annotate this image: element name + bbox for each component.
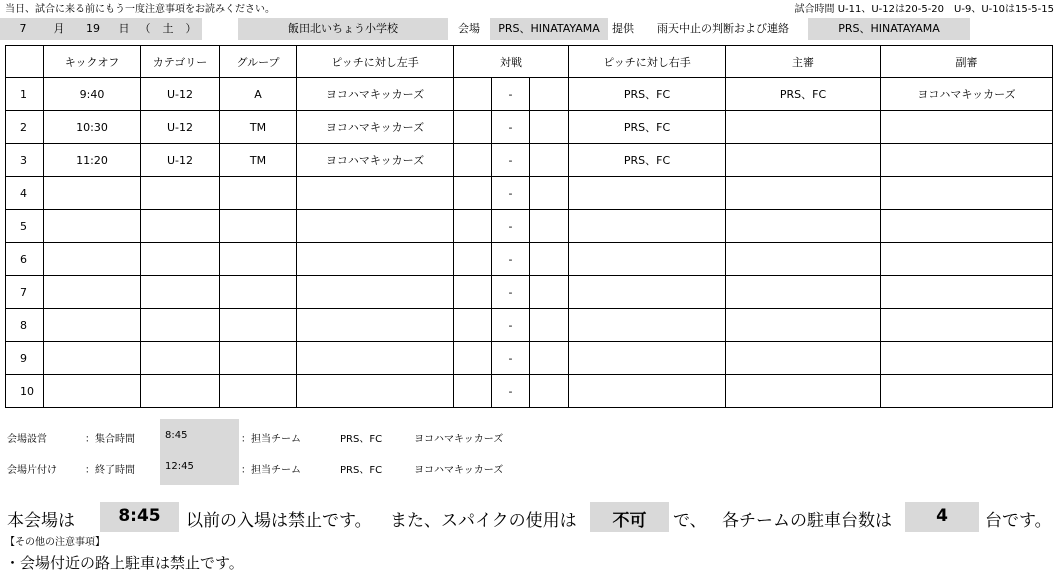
kickoff-cell: 11:20: [44, 144, 141, 177]
assistant-cell: [881, 111, 1053, 144]
vs-cell: -: [492, 375, 530, 408]
referee-cell: [726, 243, 881, 276]
match-right-blank: [530, 243, 569, 276]
left-team-cell: [297, 177, 454, 210]
rule-entry-time: 8:45: [118, 506, 161, 526]
right-team-cell: PRS、FC: [569, 78, 726, 111]
referee-cell: [726, 177, 881, 210]
time-highlight: [160, 419, 239, 485]
category-cell: [141, 177, 220, 210]
row-number: 2: [6, 111, 44, 144]
rule-venue-prefix: 本会場は: [7, 511, 75, 531]
cleanup-team-2: ヨコハマキッカーズ: [414, 465, 504, 476]
left-team-cell: ヨコハマキッカーズ: [297, 78, 454, 111]
match-time-note: 試合時間 U-11、U-12は20-5-20 U-9、U-10は15-5-15: [794, 4, 1054, 15]
vs-cell: -: [492, 177, 530, 210]
row-number: 8: [6, 309, 44, 342]
right-team-cell: PRS、FC: [569, 111, 726, 144]
right-team-cell: [569, 309, 726, 342]
month-value: 7: [0, 18, 46, 40]
assistant-cell: [881, 177, 1053, 210]
match-left-blank: [454, 111, 492, 144]
cleanup-label: 会場片付け: [7, 465, 57, 476]
col-header-referee: 主審: [726, 46, 881, 78]
match-right-blank: [530, 276, 569, 309]
provider-label: 提供: [612, 22, 634, 35]
referee-cell: [726, 309, 881, 342]
col-header-no: [6, 46, 44, 78]
match-left-blank: [454, 243, 492, 276]
category-cell: U-12: [141, 144, 220, 177]
category-cell: [141, 210, 220, 243]
cleanup-time-label: ：終了時間: [85, 465, 135, 476]
table-row: [6, 375, 1053, 408]
paren-open: （: [134, 18, 156, 40]
category-cell: [141, 309, 220, 342]
assistant-cell: [881, 375, 1053, 408]
kickoff-cell: 9:40: [44, 78, 141, 111]
day-value: 19: [72, 18, 114, 40]
match-right-blank: [530, 177, 569, 210]
other-notes-heading: 【その他の注意事項】: [5, 537, 105, 548]
row-number: 10: [6, 375, 44, 408]
kickoff-cell: [44, 375, 141, 408]
kickoff-cell: [44, 309, 141, 342]
referee-cell: [726, 210, 881, 243]
vs-cell: -: [492, 276, 530, 309]
cleanup-time: 12:45: [165, 461, 194, 472]
rain-contact: PRS、HINATAYAMA: [808, 18, 970, 40]
assistant-cell: [881, 276, 1053, 309]
kickoff-cell: [44, 210, 141, 243]
match-right-blank: [530, 144, 569, 177]
col-header-assistant: 副審: [881, 46, 1053, 78]
table-row: [6, 342, 1053, 375]
row-number: 6: [6, 243, 44, 276]
right-team-cell: [569, 276, 726, 309]
cleanup-team-label: ：担当チーム: [241, 465, 301, 476]
left-team-cell: [297, 276, 454, 309]
group-cell: [220, 375, 297, 408]
table-row: [6, 177, 1053, 210]
kickoff-cell: [44, 276, 141, 309]
col-header-match: 対戦: [454, 46, 569, 78]
category-cell: U-12: [141, 111, 220, 144]
left-team-cell: [297, 309, 454, 342]
setup-team-1: PRS、FC: [340, 434, 383, 445]
rule-spike-suffix: で、: [673, 511, 707, 531]
venue-label: 会場: [458, 22, 480, 35]
match-right-blank: [530, 78, 569, 111]
table-row: [6, 309, 1053, 342]
right-team-cell: PRS、FC: [569, 144, 726, 177]
match-right-blank: [530, 375, 569, 408]
rain-label: 雨天中止の判断および連絡: [657, 22, 789, 35]
referee-cell: [726, 111, 881, 144]
left-team-cell: [297, 375, 454, 408]
table-row: [6, 111, 1053, 144]
assistant-cell: ヨコハマキッカーズ: [881, 78, 1053, 111]
category-cell: [141, 375, 220, 408]
vs-cell: -: [492, 342, 530, 375]
kickoff-cell: 10:30: [44, 111, 141, 144]
match-right-blank: [530, 342, 569, 375]
row-number: 1: [6, 78, 44, 111]
match-left-blank: [454, 144, 492, 177]
vs-cell: -: [492, 78, 530, 111]
provider-name: PRS、HINATAYAMA: [490, 18, 608, 40]
group-cell: TM: [220, 111, 297, 144]
match-right-blank: [530, 111, 569, 144]
col-header-category: カテゴリー: [141, 46, 220, 78]
col-header-left-team: ピッチに対し左手: [297, 46, 454, 78]
col-header-kickoff: キックオフ: [44, 46, 141, 78]
group-cell: [220, 210, 297, 243]
vs-cell: -: [492, 243, 530, 276]
right-team-cell: [569, 210, 726, 243]
referee-cell: [726, 276, 881, 309]
category-cell: [141, 276, 220, 309]
category-cell: U-12: [141, 78, 220, 111]
setup-label: 会場設営: [7, 434, 47, 445]
right-team-cell: [569, 243, 726, 276]
kickoff-cell: [44, 243, 141, 276]
row-number: 5: [6, 210, 44, 243]
match-left-blank: [454, 342, 492, 375]
group-cell: [220, 243, 297, 276]
table-row: [6, 210, 1053, 243]
referee-cell: [726, 144, 881, 177]
left-team-cell: ヨコハマキッカーズ: [297, 144, 454, 177]
weekday-value: 土: [156, 18, 180, 40]
assistant-cell: [881, 342, 1053, 375]
kickoff-cell: [44, 177, 141, 210]
group-cell: [220, 342, 297, 375]
month-label: 月: [46, 18, 72, 40]
match-right-blank: [530, 210, 569, 243]
row-number: 4: [6, 177, 44, 210]
table-row: [6, 243, 1053, 276]
table-header-row: [6, 46, 1053, 78]
col-header-group: グループ: [220, 46, 297, 78]
referee-cell: [726, 375, 881, 408]
setup-team-2: ヨコハマキッカーズ: [414, 434, 504, 445]
rule-spike-text: また、スパイクの使用は: [390, 511, 577, 531]
group-cell: A: [220, 78, 297, 111]
group-cell: [220, 177, 297, 210]
table-row: [6, 276, 1053, 309]
day-label: 日: [114, 18, 134, 40]
right-team-cell: [569, 177, 726, 210]
group-cell: [220, 309, 297, 342]
other-notes-item-1: ・会場付近の路上駐車は禁止です。: [5, 554, 244, 572]
match-left-blank: [454, 177, 492, 210]
vs-cell: -: [492, 111, 530, 144]
table-row: [6, 144, 1053, 177]
left-team-cell: ヨコハマキッカーズ: [297, 111, 454, 144]
venue-name: 飯田北いちょう小学校: [238, 18, 448, 40]
row-number: 7: [6, 276, 44, 309]
setup-time: 8:45: [165, 430, 188, 441]
rule-entry-text: 以前の入場は禁止です。: [186, 511, 372, 531]
rule-parking-suffix: 台です。: [985, 511, 1052, 531]
assistant-cell: [881, 309, 1053, 342]
vs-cell: -: [492, 309, 530, 342]
left-team-cell: [297, 210, 454, 243]
rule-spike-value: 不可: [612, 511, 647, 531]
assistant-cell: [881, 243, 1053, 276]
referee-cell: PRS、FC: [726, 78, 881, 111]
row-number: 9: [6, 342, 44, 375]
header-row: [0, 18, 970, 40]
match-right-blank: [530, 309, 569, 342]
match-left-blank: [454, 210, 492, 243]
schedule-table: [5, 45, 1053, 408]
rule-parking-value: 4: [936, 506, 948, 526]
match-left-blank: [454, 309, 492, 342]
assistant-cell: [881, 210, 1053, 243]
kickoff-cell: [44, 342, 141, 375]
right-team-cell: [569, 342, 726, 375]
group-cell: TM: [220, 144, 297, 177]
setup-team-label: ：担当チーム: [241, 434, 301, 445]
referee-cell: [726, 342, 881, 375]
paren-close: ）: [180, 18, 202, 40]
notice-top: 当日、試合に来る前にもう一度注意事項をお読みください。: [5, 4, 275, 15]
vs-cell: -: [492, 210, 530, 243]
right-team-cell: [569, 375, 726, 408]
match-left-blank: [454, 375, 492, 408]
assistant-cell: [881, 144, 1053, 177]
cleanup-team-1: PRS、FC: [340, 465, 383, 476]
match-left-blank: [454, 78, 492, 111]
setup-time-label: ：集合時間: [85, 434, 135, 445]
left-team-cell: [297, 243, 454, 276]
group-cell: [220, 276, 297, 309]
left-team-cell: [297, 342, 454, 375]
match-left-blank: [454, 276, 492, 309]
category-cell: [141, 243, 220, 276]
col-header-right-team: ピッチに対し右手: [569, 46, 726, 78]
vs-cell: -: [492, 144, 530, 177]
category-cell: [141, 342, 220, 375]
rule-parking-text: 各チームの駐車台数は: [722, 511, 892, 531]
row-number: 3: [6, 144, 44, 177]
table-row: [6, 78, 1053, 111]
